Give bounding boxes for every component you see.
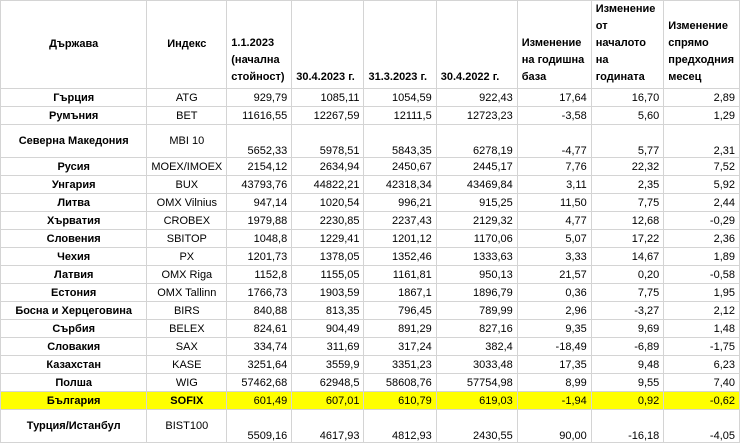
cell-country: България <box>1 392 147 410</box>
cell-chg-year: 9,35 <box>517 320 591 338</box>
cell-chg-year: 17,64 <box>517 89 591 107</box>
header-date-2: 31.3.2023 г. <box>364 1 436 89</box>
cell-index: MOEX/IMOEX <box>147 158 227 176</box>
cell-country: Гърция <box>1 89 147 107</box>
cell-index: BIRS <box>147 302 227 320</box>
table-row <box>1 266 740 284</box>
cell-chg-month: 5,92 <box>664 176 740 194</box>
cell-base: 840,88 <box>227 302 292 320</box>
cell-country: Литва <box>1 194 147 212</box>
table-row <box>1 212 740 230</box>
table-row <box>1 194 740 212</box>
cell-d1: 1085,11 <box>292 89 364 107</box>
table-row <box>1 284 740 302</box>
cell-base: 3251,64 <box>227 356 292 374</box>
cell-d3: 2430,55 <box>436 410 517 443</box>
cell-chg-year: 11,50 <box>517 194 591 212</box>
cell-chg-year: 7,76 <box>517 158 591 176</box>
cell-chg-start: 7,75 <box>591 194 664 212</box>
cell-index: ATG <box>147 89 227 107</box>
cell-d2: 5843,35 <box>364 125 436 158</box>
cell-d3: 1170,06 <box>436 230 517 248</box>
cell-chg-year: 4,77 <box>517 212 591 230</box>
cell-d3: 3033,48 <box>436 356 517 374</box>
cell-base: 1048,8 <box>227 230 292 248</box>
table-row <box>1 320 740 338</box>
table-row <box>1 410 740 443</box>
cell-country: Турция/Истанбул <box>1 410 147 443</box>
cell-chg-start: 12,68 <box>591 212 664 230</box>
cell-d1: 607,01 <box>292 392 364 410</box>
cell-d2: 4812,93 <box>364 410 436 443</box>
header-change-year: Изменение на годишна база <box>517 1 591 89</box>
cell-d1: 1155,05 <box>292 266 364 284</box>
cell-d2: 1161,81 <box>364 266 436 284</box>
cell-base: 824,61 <box>227 320 292 338</box>
cell-country: Унгария <box>1 176 147 194</box>
cell-country: Русия <box>1 158 147 176</box>
cell-d2: 996,21 <box>364 194 436 212</box>
table-row <box>1 338 740 356</box>
cell-index: PX <box>147 248 227 266</box>
header-change-month: Изменение спрямо предходния месец <box>664 1 740 89</box>
cell-chg-start: 16,70 <box>591 89 664 107</box>
cell-d1: 2634,94 <box>292 158 364 176</box>
cell-d1: 1378,05 <box>292 248 364 266</box>
table-body <box>1 89 740 443</box>
cell-chg-month: 2,36 <box>664 230 740 248</box>
cell-chg-year: 0,36 <box>517 284 591 302</box>
cell-chg-start: -16,18 <box>591 410 664 443</box>
cell-chg-month: 2,31 <box>664 125 740 158</box>
cell-country: Босна и Херцеговина <box>1 302 147 320</box>
cell-base: 57462,68 <box>227 374 292 392</box>
cell-d1: 311,69 <box>292 338 364 356</box>
cell-d2: 3351,23 <box>364 356 436 374</box>
cell-index: SBITOP <box>147 230 227 248</box>
cell-chg-year: -4,77 <box>517 125 591 158</box>
cell-index: WIG <box>147 374 227 392</box>
cell-d1: 2230,85 <box>292 212 364 230</box>
cell-index: SOFIX <box>147 392 227 410</box>
table-row <box>1 230 740 248</box>
cell-chg-month: -0,62 <box>664 392 740 410</box>
cell-d2: 2450,67 <box>364 158 436 176</box>
header-country: Държава <box>1 1 147 89</box>
cell-index: BET <box>147 107 227 125</box>
cell-d3: 1896,79 <box>436 284 517 302</box>
cell-d2: 58608,76 <box>364 374 436 392</box>
cell-chg-year: 21,57 <box>517 266 591 284</box>
cell-d3: 382,4 <box>436 338 517 356</box>
cell-chg-start: 9,69 <box>591 320 664 338</box>
cell-index: KASE <box>147 356 227 374</box>
table-row <box>1 125 740 158</box>
table-row <box>1 356 740 374</box>
cell-chg-year: 90,00 <box>517 410 591 443</box>
table-row <box>1 374 740 392</box>
cell-d1: 44822,21 <box>292 176 364 194</box>
cell-chg-year: 17,35 <box>517 356 591 374</box>
cell-country: Полша <box>1 374 147 392</box>
cell-chg-month: 1,29 <box>664 107 740 125</box>
table-row <box>1 176 740 194</box>
cell-chg-month: 2,44 <box>664 194 740 212</box>
cell-chg-month: 2,12 <box>664 302 740 320</box>
cell-base: 5652,33 <box>227 125 292 158</box>
cell-chg-month: -0,29 <box>664 212 740 230</box>
cell-chg-start: -6,89 <box>591 338 664 356</box>
cell-d1: 813,35 <box>292 302 364 320</box>
header-row <box>1 1 740 89</box>
cell-d1: 62948,5 <box>292 374 364 392</box>
cell-d3: 789,99 <box>436 302 517 320</box>
table-row <box>1 89 740 107</box>
cell-chg-year: 2,96 <box>517 302 591 320</box>
cell-chg-month: 7,52 <box>664 158 740 176</box>
cell-country: Сърбия <box>1 320 147 338</box>
header-index: Индекс <box>147 1 227 89</box>
cell-base: 11616,55 <box>227 107 292 125</box>
cell-base: 334,74 <box>227 338 292 356</box>
cell-country: Казахстан <box>1 356 147 374</box>
cell-d1: 3559,9 <box>292 356 364 374</box>
cell-base: 2154,12 <box>227 158 292 176</box>
cell-d3: 619,03 <box>436 392 517 410</box>
cell-country: Северна Македония <box>1 125 147 158</box>
cell-chg-start: -3,27 <box>591 302 664 320</box>
cell-d2: 1054,59 <box>364 89 436 107</box>
cell-base: 1152,8 <box>227 266 292 284</box>
cell-country: Латвия <box>1 266 147 284</box>
cell-chg-start: 0,92 <box>591 392 664 410</box>
cell-chg-year: -1,94 <box>517 392 591 410</box>
cell-d3: 915,25 <box>436 194 517 212</box>
cell-chg-month: 1,89 <box>664 248 740 266</box>
header-base: 1.1.2023 (начална стойност) <box>227 1 292 89</box>
cell-base: 1766,73 <box>227 284 292 302</box>
cell-chg-start: 9,48 <box>591 356 664 374</box>
cell-chg-month: -1,75 <box>664 338 740 356</box>
cell-chg-start: 2,35 <box>591 176 664 194</box>
cell-d2: 1201,12 <box>364 230 436 248</box>
cell-base: 601,49 <box>227 392 292 410</box>
header-change-start: Изменение от началото на годината <box>591 1 664 89</box>
cell-base: 1201,73 <box>227 248 292 266</box>
cell-base: 5509,16 <box>227 410 292 443</box>
cell-chg-start: 17,22 <box>591 230 664 248</box>
cell-d2: 317,24 <box>364 338 436 356</box>
cell-d1: 1020,54 <box>292 194 364 212</box>
cell-d3: 827,16 <box>436 320 517 338</box>
cell-d3: 12723,23 <box>436 107 517 125</box>
cell-d3: 2129,32 <box>436 212 517 230</box>
cell-chg-year: -18,49 <box>517 338 591 356</box>
cell-chg-year: 5,07 <box>517 230 591 248</box>
cell-country: Хърватия <box>1 212 147 230</box>
cell-chg-year: 3,33 <box>517 248 591 266</box>
cell-index: BUX <box>147 176 227 194</box>
cell-chg-start: 9,55 <box>591 374 664 392</box>
cell-chg-start: 22,32 <box>591 158 664 176</box>
cell-d1: 5978,51 <box>292 125 364 158</box>
cell-country: Чехия <box>1 248 147 266</box>
cell-d2: 42318,34 <box>364 176 436 194</box>
header-date-1: 30.4.2023 г. <box>292 1 364 89</box>
cell-d3: 922,43 <box>436 89 517 107</box>
cell-d2: 12111,5 <box>364 107 436 125</box>
cell-d2: 610,79 <box>364 392 436 410</box>
cell-d2: 796,45 <box>364 302 436 320</box>
cell-d2: 1867,1 <box>364 284 436 302</box>
cell-index: OMX Riga <box>147 266 227 284</box>
cell-d1: 1229,41 <box>292 230 364 248</box>
cell-d3: 950,13 <box>436 266 517 284</box>
cell-country: Словакия <box>1 338 147 356</box>
cell-d1: 1903,59 <box>292 284 364 302</box>
cell-index: BIST100 <box>147 410 227 443</box>
cell-index: SAX <box>147 338 227 356</box>
cell-base: 43793,76 <box>227 176 292 194</box>
cell-chg-month: 1,95 <box>664 284 740 302</box>
table-row <box>1 302 740 320</box>
header-date-3: 30.4.2022 г. <box>436 1 517 89</box>
cell-country: Словения <box>1 230 147 248</box>
cell-d1: 4617,93 <box>292 410 364 443</box>
cell-chg-start: 5,77 <box>591 125 664 158</box>
cell-chg-month: 6,23 <box>664 356 740 374</box>
cell-d3: 1333,63 <box>436 248 517 266</box>
table-row <box>1 107 740 125</box>
cell-d3: 57754,98 <box>436 374 517 392</box>
cell-d1: 12267,59 <box>292 107 364 125</box>
cell-chg-start: 14,67 <box>591 248 664 266</box>
cell-d1: 904,49 <box>292 320 364 338</box>
cell-d3: 6278,19 <box>436 125 517 158</box>
cell-base: 929,79 <box>227 89 292 107</box>
cell-base: 947,14 <box>227 194 292 212</box>
table-row <box>1 248 740 266</box>
cell-index: BELEX <box>147 320 227 338</box>
cell-chg-year: 3,11 <box>517 176 591 194</box>
cell-chg-year: 8,99 <box>517 374 591 392</box>
cell-chg-month: 7,40 <box>664 374 740 392</box>
cell-chg-month: 1,48 <box>664 320 740 338</box>
cell-index: MBI 10 <box>147 125 227 158</box>
cell-country: Естония <box>1 284 147 302</box>
cell-d3: 2445,17 <box>436 158 517 176</box>
table-row <box>1 392 740 410</box>
cell-chg-month: 2,89 <box>664 89 740 107</box>
cell-d2: 891,29 <box>364 320 436 338</box>
cell-d3: 43469,84 <box>436 176 517 194</box>
cell-country: Румъния <box>1 107 147 125</box>
table-row <box>1 158 740 176</box>
cell-index: OMX Tallinn <box>147 284 227 302</box>
cell-index: CROBEX <box>147 212 227 230</box>
cell-d2: 2237,43 <box>364 212 436 230</box>
cell-base: 1979,88 <box>227 212 292 230</box>
cell-chg-start: 0,20 <box>591 266 664 284</box>
cell-index: OMX Vilnius <box>147 194 227 212</box>
cell-chg-start: 7,75 <box>591 284 664 302</box>
cell-chg-month: -4,05 <box>664 410 740 443</box>
cell-chg-start: 5,60 <box>591 107 664 125</box>
cell-d2: 1352,46 <box>364 248 436 266</box>
cell-chg-year: -3,58 <box>517 107 591 125</box>
cell-chg-month: -0,58 <box>664 266 740 284</box>
